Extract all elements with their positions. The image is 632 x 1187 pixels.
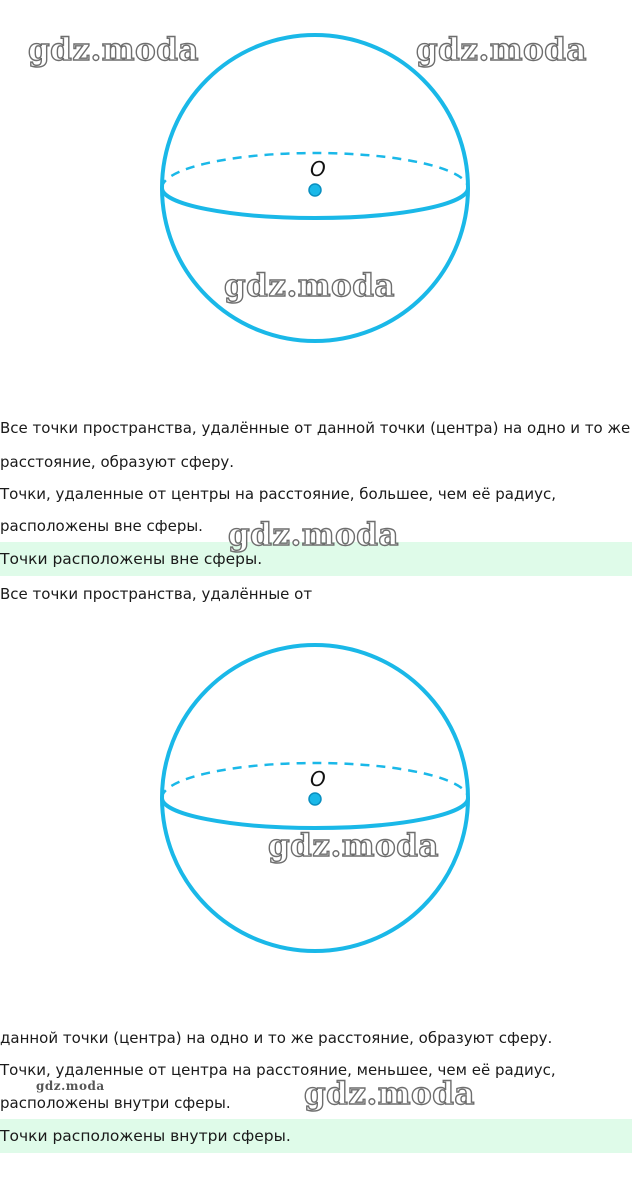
watermark: gdz.moda — [228, 517, 399, 553]
text-line: Точки, удаленные от центры на расстояние, большее, чем её радиус, — [0, 485, 556, 503]
watermark: gdz.moda — [416, 32, 587, 68]
text-line: расстояние, образуют сферу. — [0, 453, 235, 471]
text-line: Все точки пространства, удалённые от данной точки (центра) на одно и то же — [0, 419, 631, 437]
answer-highlight-1: Точки расположены вне сферы. — [0, 542, 632, 576]
center-label: O — [310, 157, 326, 181]
watermark: gdz.moda — [268, 828, 439, 864]
center-label: O — [310, 767, 326, 791]
center-point — [309, 793, 321, 805]
text-line: Все точки пространства, удалённые от — [0, 585, 313, 603]
text-line: расположены вне сферы. — [0, 517, 203, 535]
text-line: данной точки (центра) на одно и то же расстояние, образуют сферу. — [0, 1029, 553, 1047]
watermark: gdz.moda — [304, 1076, 475, 1112]
sphere-figure-1 — [0, 0, 632, 380]
center-point — [309, 184, 321, 196]
text-line: Точки, удаленные от центра на расстояние, меньшее, чем её радиус, — [0, 1061, 556, 1079]
sphere-figure-2 — [0, 620, 632, 1000]
watermark: gdz.moda — [36, 1079, 105, 1093]
sphere-diagram-1 — [0, 0, 632, 380]
text-line: расположены внутри сферы. — [0, 1094, 231, 1112]
watermark: gdz.moda — [224, 268, 395, 304]
sphere-diagram-2 — [0, 620, 632, 1000]
answer-highlight-2: Точки расположены внутри сферы. — [0, 1119, 632, 1153]
watermark: gdz.moda — [28, 32, 199, 68]
